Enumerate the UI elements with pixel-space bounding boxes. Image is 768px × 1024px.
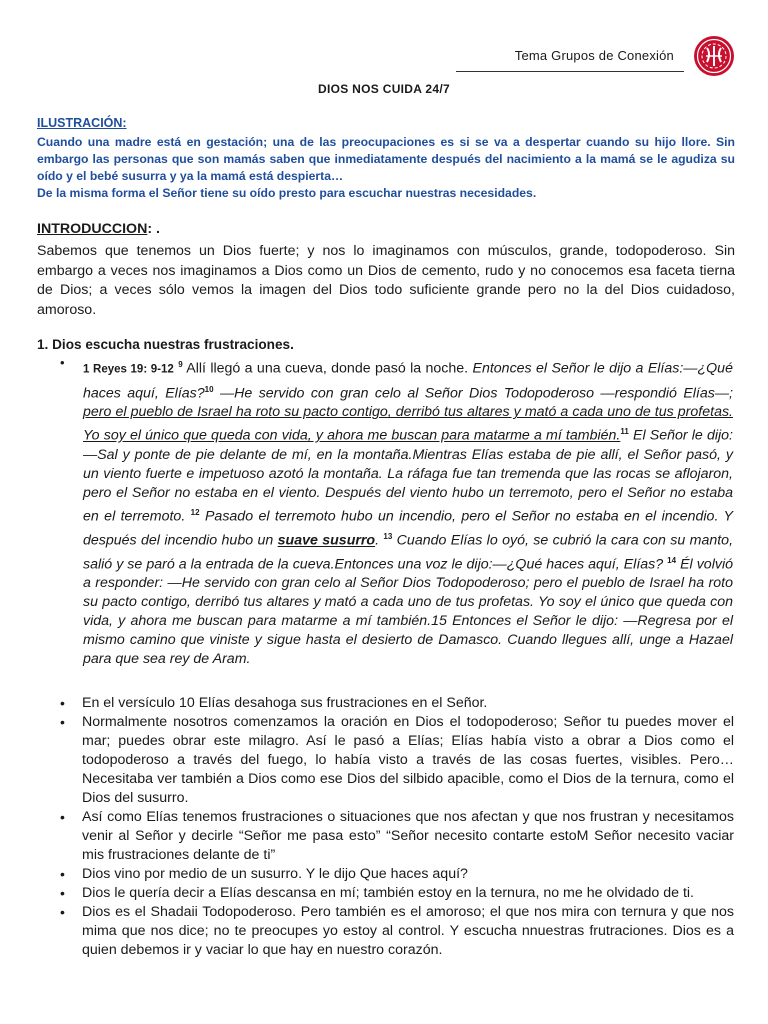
bullet-icon: • bbox=[60, 355, 65, 370]
illustration-text bbox=[37, 134, 735, 202]
verse-number: 12 bbox=[190, 508, 200, 518]
list-item: • Dios vino por medio de un susurro. Y le dijo Que haces aquí? bbox=[60, 865, 734, 884]
header-rule bbox=[456, 71, 684, 72]
illustration-heading: ILUSTRACIÓN: bbox=[37, 116, 127, 130]
list-item: • Así como Elías tenemos frustraciones o situaciones que nos afectan y que nos frustran y necesitamos venir al Señor y decirle “Señor me pasa esto” “Señor necesito contarte estoM Señor necesito vaciar mis frustraciones delante de ti” bbox=[60, 808, 734, 865]
section-heading: 1. Dios escucha nuestras frustraciones. bbox=[37, 337, 294, 352]
list-item: • Dios le quería decir a Elías descansa en mí; también estoy en la ternura, no me he olvidado de ti. bbox=[60, 884, 734, 903]
header-title: Tema Grupos de Conexión bbox=[514, 48, 674, 63]
introduction-heading-suffix: : . bbox=[147, 221, 160, 237]
scripture-text: Pasado el terremoto hubo un incendio, pero el Señor no estaba en el incendio. Y después del incendio hubo un bbox=[83, 508, 733, 549]
list-item: • En el versículo 10 Elías desahoga sus frustraciones en el Señor. bbox=[60, 694, 734, 713]
document-title: DIOS NOS CUIDA 24/7 bbox=[318, 82, 450, 96]
scripture-text: Entonces el Señor le dijo a Elías:—¿Qué haces aquí, Elías? bbox=[83, 360, 733, 402]
illustration-paragraph: Cuando una madre está en gestación; una de las preocupaciones es si se va a despertar cuando su hijo llore. Sin embargo las personas que son mamás saben que inmediatamente después del nacimiento a la mamá se le agudiza su oído y el bebé susurra y ya la mamá está despierta… bbox=[37, 135, 735, 183]
scripture-text: Él volvió a responder: —He servido con gran celo al Señor Dios Todopoderoso; pero el pueblo de Israel ha roto su pacto contigo, derribó tus altares y mató a cada uno de tus profetas. Yo soy el único que queda con vida, y ahora me buscan para matarme a mí también.15 Entonces el Señor le dijo: —Regresa por el mismo camino que viniste y sigue hasta el desierto de Damasco. Cuando llegues allí, unge a Hazael para que sea rey de Aram. bbox=[83, 556, 733, 668]
introduction-heading bbox=[37, 221, 160, 237]
points-list bbox=[60, 694, 734, 960]
verse-number: 11 bbox=[620, 427, 629, 437]
church-logo-icon bbox=[692, 34, 736, 78]
introduction-text: Sabemos que tenemos un Dios fuerte; y nos lo imaginamos con músculos, grande, todopoderoso. Sin embargo a veces nos imaginamos a Dios como un Dios de cemento, rudo y no conocemos esa faceta tierna de Dios; a veces sólo vemos la imagen del Dios todo suficiente grande pero no la del Dios cuidadoso, amoroso. bbox=[37, 243, 735, 318]
scripture-text: . bbox=[375, 532, 384, 549]
scripture-passage bbox=[83, 355, 733, 669]
scripture-text: Allí llegó a una cueva, donde pasó la noche. bbox=[182, 360, 473, 377]
list-item: • Dios es el Shadaii Todopoderoso. Pero también es el amoroso; el que nos mira con ternura y que nos mima que nos dice; no te preocupes yo estoy al control. Y escucha nnuestras frutraciones. Dios es a quien debemos ir y vaciar lo que hay en nuestro corazón. bbox=[60, 903, 734, 960]
list-item: • Normalmente nosotros comenzamos la oración en Dios el todopoderoso; Señor tu puedes mover el mar; puedes obrar este milagro. Así le pasó a Elías; Elías había visto a obrar a Dios como el todopoderoso a través del fuego, lo había visto a través de las cosas fuertes, visibles. Pero… Necesitaba ver también a Dios como ese Dios del silbido apacible, como el Dios de la ternura, como el Dios del susurro. bbox=[60, 713, 734, 808]
verse-number: 13 bbox=[383, 531, 393, 541]
page-header bbox=[36, 34, 736, 74]
verse-number: 14 bbox=[667, 555, 677, 565]
scripture-text: El Señor le dijo:—Sal y ponte de pie delante de mí, en la montaña.Mientras Elías estaba de pie allí, el Señor pasó, y un viento fuerte e impetuoso azotó la montaña. La ráfaga fue tan tremenda que las rocas se aflojaron, pero el Señor no estaba en el viento. Después del viento hubo un terremoto, pero el Señor no estaba en el terremoto. bbox=[83, 428, 733, 525]
verse-number: 9 bbox=[178, 360, 183, 369]
scripture-text: —He servido con gran celo al Señor Dios Todopoderoso —respondió Elías—; bbox=[213, 385, 733, 402]
verse-number: 10 bbox=[204, 384, 214, 394]
illustration-paragraph: De la misma forma el Señor tiene su oído presto para escuchar nuestras necesidades. bbox=[37, 186, 537, 200]
scripture-underlined-text: pero el pueblo de Israel ha roto su pacto contigo, derribó tus altares y mató a cada uno de tus profetas. Yo soy el único que queda con vida, y ahora me buscan para matarme a mí también. bbox=[83, 404, 733, 445]
scripture-text: Cuando Elías lo oyó, se cubrió la cara con su manto, salió y se paró a la entrada de la cueva.Entonces una voz le dijo:—¿Qué haces aquí, Elías? bbox=[83, 532, 734, 573]
introduction-heading-label: INTRODUCCION bbox=[37, 221, 148, 237]
scripture-reference: 1 Reyes 19: 9-12 bbox=[83, 363, 174, 376]
scripture-emphasis: suave susurro bbox=[277, 532, 376, 549]
